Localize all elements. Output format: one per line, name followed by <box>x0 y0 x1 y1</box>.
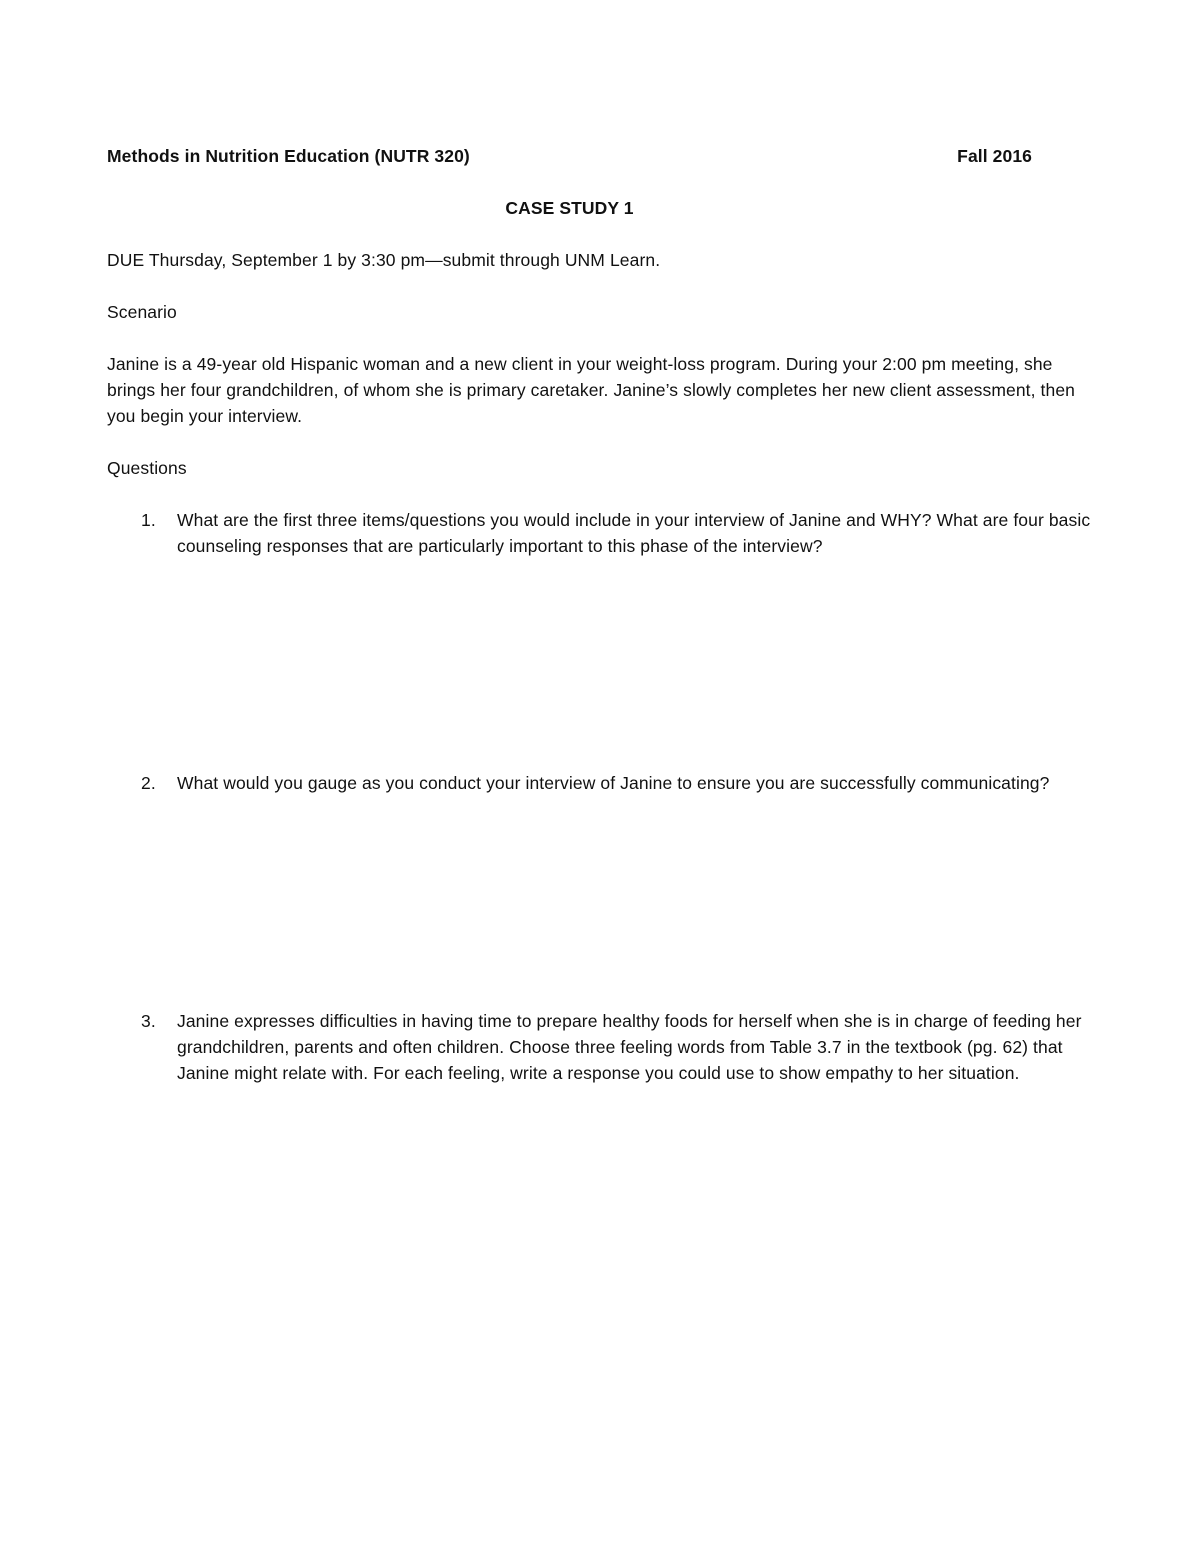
scenario-heading: Scenario <box>107 302 177 322</box>
question-item-2 <box>107 770 1092 796</box>
question-number: 3. <box>141 1011 156 1031</box>
question-text: Janine expresses difficulties in having time to prepare healthy foods for herself when she is in charge of feeding her grandchildren, parents and often children. Choose three feeling words from Table 3.7 in the textbook (pg. 62) that Janine might relate with. For each feeling, write a response you could use to show empathy to her situation. <box>177 1011 1082 1083</box>
course-title: Methods in Nutrition Education (NUTR 320) <box>107 146 470 166</box>
question-number: 1. <box>141 510 156 530</box>
document-content <box>107 143 1092 1086</box>
scenario-text: Janine is a 49-year old Hispanic woman and a new client in your weight-loss program. During your 2:00 pm meeting, she brings her four grandchildren, of whom she is primary caretaker. Janine’s slowly completes her new client assessment, then you begin your interview. <box>107 354 1076 426</box>
document-header <box>107 143 1032 169</box>
question-item-3 <box>107 1008 1092 1086</box>
question-item-1 <box>107 507 1092 559</box>
question-text: What would you gauge as you conduct your interview of Janine to ensure you are successfully communicating? <box>177 773 1050 793</box>
question-text: What are the first three items/questions you would include in your interview of Janine and WHY? What are four basic counseling responses that are particularly important to this phase of the interview? <box>177 510 1091 556</box>
term-label: Fall 2016 <box>957 146 1032 166</box>
questions-heading: Questions <box>107 458 187 478</box>
page-title: CASE STUDY 1 <box>505 198 634 218</box>
question-number: 2. <box>141 773 156 793</box>
due-date-text: DUE Thursday, September 1 by 3:30 pm—submit through UNM Learn. <box>107 250 661 270</box>
questions-list <box>107 507 1092 1086</box>
